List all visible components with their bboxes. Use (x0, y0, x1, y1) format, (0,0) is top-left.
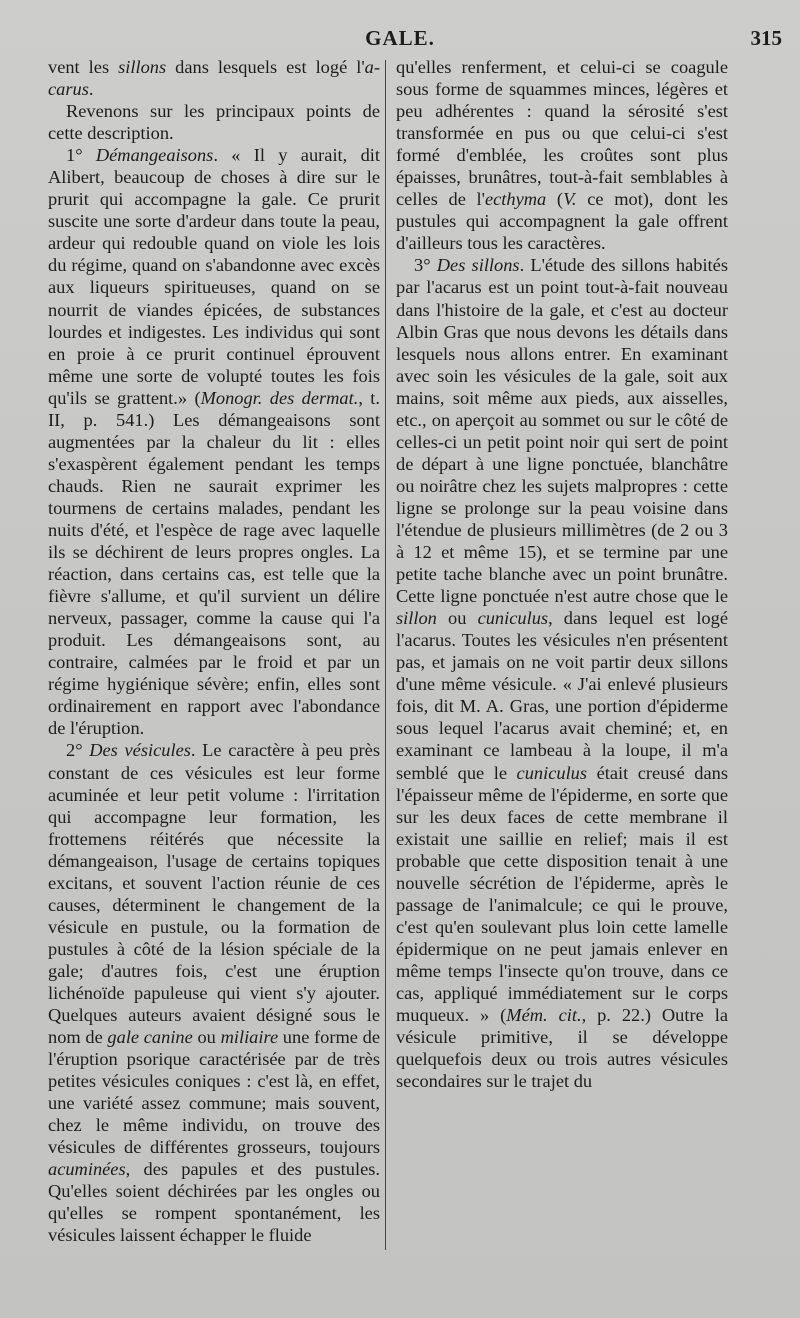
running-title: GALE. (365, 26, 435, 50)
paragraph: qu'elles renferment, et celui-ci se coagule sous forme de squammes minces, légères et peu adhérentes : quand la sérosité s'est transformée en pus ou que celui-ci s'est formé d'emblée, les croûtes sont plus épaisses, brunâtres, tout-à-fait semblables à celles de l'ecthyma (V. ce mot), dont les pustules qui accompagnent la gale offrent d'ailleurs tous les caractères. (396, 57, 728, 254)
column-divider (385, 60, 386, 1250)
paragraph-sillons: 3° Des sillons. L'étude des sillons habités par l'acarus est un point tout-à-fait nouveau dans l'histoire de la gale, et c'est au docteur Albin Gras que nous devons les détails dans lesquels nous allons entrer. En examinant avec soin les vésicules de la gale, soit aux mains, soit même aux pieds, aux aisselles, etc., on aperçoit au sommet ou sur le côté de celles-ci un petit point noir qui sert de point de départ à une ligne ponctuée, blanchâtre ou noirâtre chez les sujets malpropres : cette ligne se prolonge sur la peau voisine dans l'étendue de plusieurs millimètres (de 2 ou 3 à 12 et même 15), et se termine par une petite tache blanche avec un point brunâtre. Cette ligne ponctuée n'est autre chose que le sillon ou cuniculus, dans lequel est logé l'acarus. Toutes les vésicules n'en présentent pas, et jamais on ne voit partir deux sillons d'une même vésicule. « J'ai enlevé plusieurs fois, dit M. A. Gras, une portion d'épiderme sous lequel l'acarus avait cheminé; et, en examinant ce lambeau à la loupe, il m'a semblé que le cuniculus était creusé dans l'épaisseur même de l'épiderme, en sorte que sur les deux faces de cette membrane il existait une saillie en relief; mais il est probable que cette disposition tenait à une nouvelle sécrétion de l'épiderme, après le passage de l'animalcule; ce qui le prouve, c'est qu'en soulevant plus loin cette lamelle épidermique on ne peut jamais enlever en même temps l'insecte qu'on trouve, dans ce cas, appliqué immédiatement sur le corps muqueux. » (Mém. cit., p. 22.) Outre la vésicule primitive, il se développe quelquefois deux ou trois autres vésicules secondaires sur le trajet du (396, 255, 728, 1092)
paragraph: Revenons sur les principaux points de cette description. (48, 101, 380, 144)
paragraph-demangeaisons: 1° Démangeaisons. « Il y aurait, dit Alibert, beaucoup de choses à dire sur le prurit qui accompagne la gale. Ce prurit suscite une sorte d'ardeur dans toute la peau, ardeur qui redouble quand on viole les lois du régime, quand on s'abandonne avec excès aux liqueurs spiritueuses, quand on se nourrit de viandes épicées, de substances lourdes et indigestes. Les individus qui sont en proie à ce prurit continuel éprouvent même une sorte de volupté toutes les fois qu'ils se grattent.» (Monogr. des dermat., t. II, p. 541.) Les démangeaisons sont augmentées par la chaleur du lit : elles s'exaspèrent également pendant les temps chauds. Rien ne saurait exprimer les tourmens de certains malades, pendant les nuits d'été, et l'espèce de rage avec laquelle ils se déchirent de leurs propres ongles. La réaction, dans certains cas, est telle que la fièvre s'allume, et qu'il survient un délire nerveux, passager, comme la cause qui l'a produit. Les démangeaisons sont, au contraire, calmées par le froid et par un régime hygiénique sévère; enfin, elles sont ordinairement en rapport avec l'abondance de l'éruption. (48, 145, 381, 739)
page-number: 315 (750, 26, 782, 50)
right-column (396, 56, 728, 1092)
left-column (48, 56, 380, 1247)
paragraph: vent les sillons dans lesquels est logé l'a-carus. (48, 57, 380, 100)
paragraph-vesicules: 2° Des vésicules. Le caractère à peu près constant de ces vésicules est leur forme acuminée et leur petit volume : l'irritation qui accompagne leur formation, les frottemens réitérés que nécessite la démangeaison, l'usage de certains topiques excitans, et souvent l'action réunie de ces causes, déterminent le changement de la vésicule en pustule, ou la formation de pustules à côté de la lésion spéciale de la gale; d'autres fois, c'est une éruption lichénoïde papuleuse qui vient s'y ajouter. Quelques auteurs avaient désigné sous le nom de gale canine ou miliaire une forme de l'éruption psorique caractérisée par de très petites vésicules coniques : c'est là, en effet, une variété assez commune; mais souvent, chez le même individu, on trouve des vésicules de différentes grosseurs, toujours acuminées, des papules et des pustules. Qu'elles soient déchirées par les ongles ou qu'elles se rompent spontanément, les vésicules laissent échapper le fluide (48, 740, 381, 1246)
page-header (0, 26, 800, 52)
